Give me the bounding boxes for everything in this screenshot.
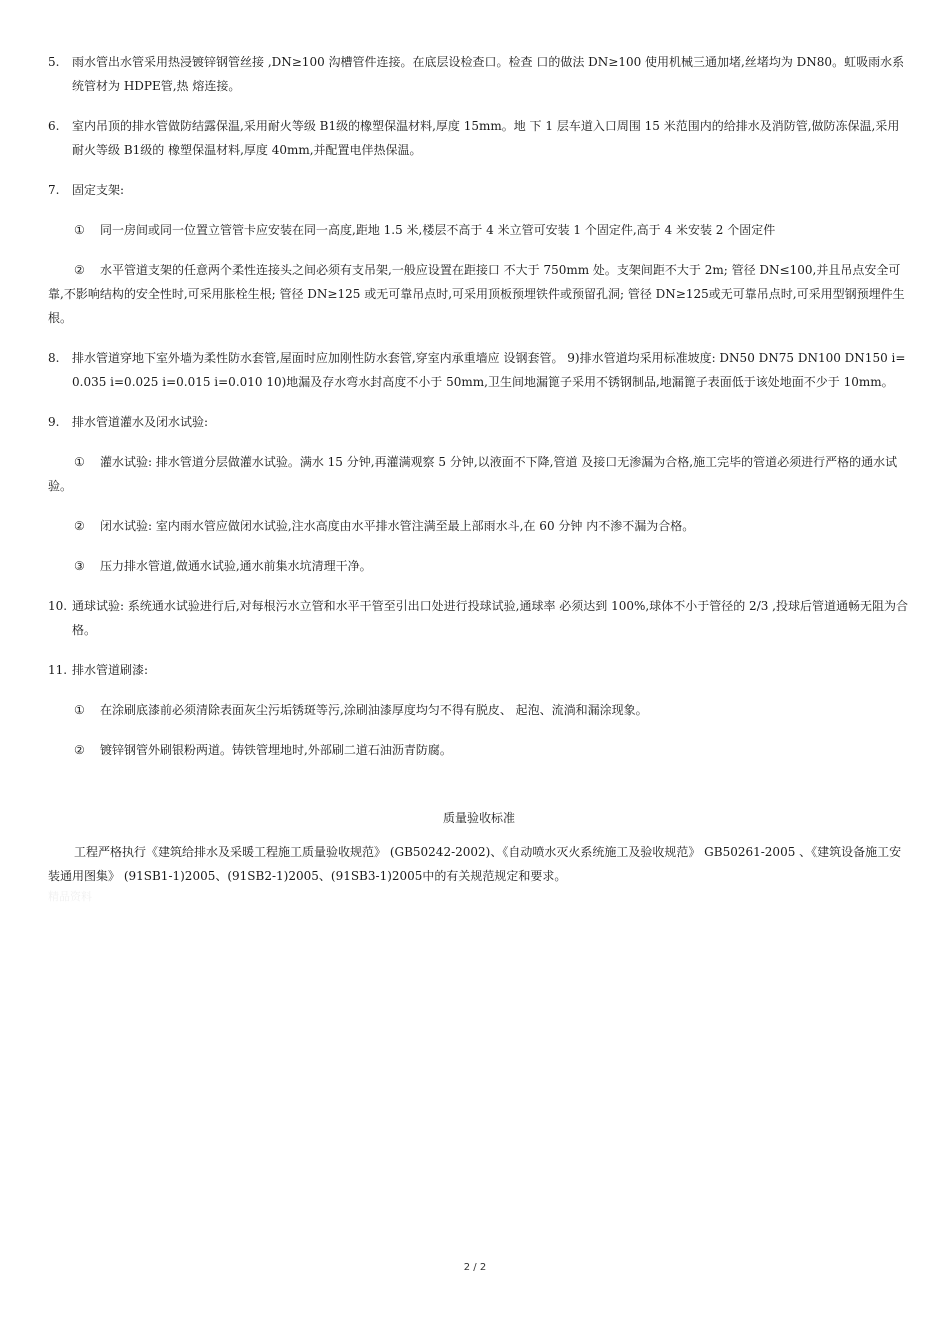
page-number: 2 / 2 — [463, 1262, 487, 1273]
list-number: 11. — [48, 663, 68, 677]
document-body — [48, 50, 910, 888]
sub-text: 镀锌钢管外刷银粉两道。铸铁管埋地时,外部刷二道石油沥青防腐。 — [100, 743, 452, 757]
list-number: 10. — [48, 599, 68, 613]
list-number: 8. — [48, 351, 60, 365]
sub-item-7-1 — [48, 218, 910, 242]
section-title: 质量验收标准 — [442, 811, 515, 825]
list-number: 6. — [48, 119, 60, 133]
sub-marker: ① — [74, 455, 85, 469]
list-text: 排水管道穿地下室外墙为柔性防水套管,屋面时应加刚性防水套管,穿室内承重墙应 设钢套管。 9)排水管道均采用标准坡度: DN50 DN75 DN100 DN150 i=0.035 i=0.025 i=0.015 i=0.010 10)地漏及存水弯水封高度不小于 50mm,卫生间地漏篦子采用不锈钢制品,地漏篦子表面低于该处地面不少于 10mm。 — [72, 351, 906, 389]
sub-text: 压力排水管道,做通水试验,通水前集水坑清理干净。 — [100, 559, 372, 573]
sub-marker: ① — [74, 703, 85, 717]
list-item-8 — [48, 346, 910, 394]
list-number: 9. — [48, 415, 60, 429]
list-item-9 — [48, 410, 910, 434]
sub-marker: ② — [74, 263, 85, 277]
sub-marker: ② — [74, 743, 85, 757]
list-text: 通球试验: 系统通水试验进行后,对每根污水立管和水平干管至引出口处进行投球试验,通球率 必须达到 100%,球体不小于管径的 2/3 ,投球后管道通畅无阻为合格。 — [72, 599, 908, 637]
list-item-6 — [48, 114, 910, 162]
sub-item-9-3 — [48, 554, 910, 578]
sub-item-11-1 — [48, 698, 910, 722]
sub-text: 在涂刷底漆前必须清除表面灰尘污垢锈斑等污,涂刷油漆厚度均匀不得有脱皮、 起泡、流淌和漏涂现象。 — [100, 703, 648, 717]
list-item-7 — [48, 178, 910, 202]
list-text: 固定支架: — [72, 183, 125, 197]
sub-item-9-1 — [48, 450, 910, 498]
sub-marker: ② — [74, 519, 85, 533]
sub-text: 闭水试验: 室内雨水管应做闭水试验,注水高度由水平排水管注满至最上部雨水斗,在 60 分钟 内不渗不漏为合格。 — [100, 519, 695, 533]
list-text: 排水管道刷漆: — [72, 663, 149, 677]
watermark: 精品资料 — [48, 890, 92, 903]
sub-item-7-2 — [48, 258, 910, 330]
sub-text: 灌水试验: 排水管道分层做灌水试验。满水 15 分钟,再灌满观察 5 分钟,以液面不下降,管道 及接口无渗漏为合格,施工完毕的管道必须进行严格的通水试验。 — [48, 455, 898, 493]
sub-text: 同一房间或同一位置立管管卡应安装在同一高度,距地 1.5 米,楼层不高于 4 米立管可安装 1 个固定件,高于 4 米安装 2 个固定件 — [100, 223, 776, 237]
list-item-5 — [48, 50, 910, 98]
list-number: 7. — [48, 183, 60, 197]
sub-marker: ③ — [74, 559, 85, 573]
list-item-10 — [48, 594, 910, 642]
list-item-11 — [48, 658, 910, 682]
sub-item-9-2 — [48, 514, 910, 538]
list-text: 室内吊顶的排水管做防结露保温,采用耐火等级 B1级的橡塑保温材料,厚度 15mm。地 下 1 层车道入口周围 15 米范围内的给排水及消防管,做防冻保温,采用耐火等级 B1级的 橡塑保温材料,厚度 40mm,并配置电伴热保温。 — [72, 119, 900, 157]
sub-text: 水平管道支架的任意两个柔性连接头之间必须有支吊架,一般应设置在距接口 不大于 750mm 处。支架间距不大于 2m; 管径 DN≤100,并且吊点安全可靠,不影响结构的安全性时,可采用胀栓生根; 管径 DN≥125 或无可靠吊点时,可采用顶板预埋铁件或预留孔洞; 管径 DN≥125或无可靠吊点时,可采用型钢预埋件生根。 — [48, 263, 905, 325]
list-text: 雨水管出水管采用热浸镀锌钢管丝接 ,DN≥100 沟槽管件连接。在底层设检查口。检查 口的做法 DN≥100 使用机械三通加堵,丝堵均为 DN80。虹吸雨水系统管材为 HDPE管,热 熔连接。 — [72, 55, 905, 93]
sub-marker: ① — [74, 223, 85, 237]
sub-item-11-2 — [48, 738, 910, 762]
section-paragraph: 工程严格执行《建筑给排水及采暖工程施工质量验收规范》 (GB50242-2002)、《自动喷水灭火系统施工及验收规范》 GB50261-2005 、《建筑设备施工安装通用图集》 (91SB1-1)2005、(91SB2-1)2005、(91SB3-1)2005中的有关规范规定和要求。 — [48, 845, 902, 883]
list-text: 排水管道灌水及闭水试验: — [72, 415, 209, 429]
list-number: 5. — [48, 55, 60, 69]
